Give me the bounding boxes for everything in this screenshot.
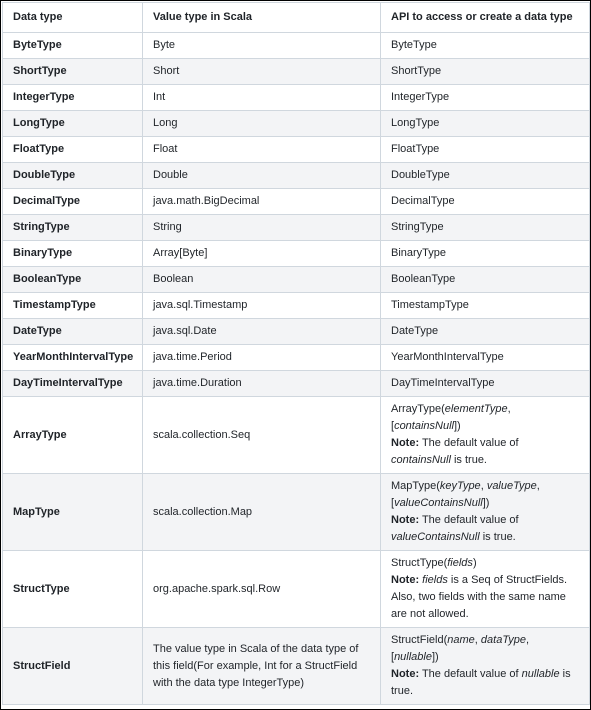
table-row <box>3 319 590 345</box>
data-type-cell: BinaryType <box>3 241 143 267</box>
value-type-cell: java.sql.Date <box>143 319 381 345</box>
value-type-cell: Array[Byte] <box>143 241 381 267</box>
value-type-cell: Boolean <box>143 267 381 293</box>
api-cell: ByteType <box>381 33 590 59</box>
data-type-cell: TimestampType <box>3 293 143 319</box>
value-type-cell: java.time.Duration <box>143 371 381 397</box>
table-row <box>3 59 590 85</box>
api-cell: DecimalType <box>381 189 590 215</box>
header-value-type: Value type in Scala <box>143 3 381 33</box>
data-type-cell: LongType <box>3 111 143 137</box>
table-row <box>3 628 590 705</box>
table-row <box>3 111 590 137</box>
api-cell: DateType <box>381 319 590 345</box>
value-type-cell: String <box>143 215 381 241</box>
value-type-cell: scala.collection.Map <box>143 474 381 551</box>
api-cell: StructType(fields) Note: fields is a Seq of StructFields. Also, two fields with the same name are not allowed. <box>381 551 590 628</box>
api-cell: StructField(name, dataType, [nullable]) Note: The default value of nullable is true. <box>381 628 590 705</box>
data-type-cell: YearMonthIntervalType <box>3 345 143 371</box>
api-cell: TimestampType <box>381 293 590 319</box>
header-data-type: Data type <box>3 3 143 33</box>
api-cell: ShortType <box>381 59 590 85</box>
api-cell: FloatType <box>381 137 590 163</box>
data-types-table <box>2 2 590 705</box>
data-type-cell: DateType <box>3 319 143 345</box>
table-row <box>3 215 590 241</box>
data-type-cell: DoubleType <box>3 163 143 189</box>
data-type-cell: ByteType <box>3 33 143 59</box>
value-type-cell: java.sql.Timestamp <box>143 293 381 319</box>
table-row <box>3 33 590 59</box>
table-row <box>3 345 590 371</box>
value-type-cell: java.time.Period <box>143 345 381 371</box>
value-type-cell: Byte <box>143 33 381 59</box>
api-cell: ArrayType(elementType, [containsNull]) Note: The default value of containsNull is true. <box>381 397 590 474</box>
table-row <box>3 397 590 474</box>
table-row <box>3 474 590 551</box>
table-row <box>3 163 590 189</box>
data-type-cell: ShortType <box>3 59 143 85</box>
api-cell: BinaryType <box>381 241 590 267</box>
api-cell: IntegerType <box>381 85 590 111</box>
api-cell: DayTimeIntervalType <box>381 371 590 397</box>
table-row <box>3 267 590 293</box>
table-row <box>3 551 590 628</box>
data-type-cell: MapType <box>3 474 143 551</box>
value-type-cell: Int <box>143 85 381 111</box>
data-type-cell: StructField <box>3 628 143 705</box>
table-row <box>3 371 590 397</box>
value-type-cell: java.math.BigDecimal <box>143 189 381 215</box>
table-header-row <box>3 3 590 33</box>
table-row <box>3 241 590 267</box>
data-type-cell: ArrayType <box>3 397 143 474</box>
api-cell: YearMonthIntervalType <box>381 345 590 371</box>
api-cell: BooleanType <box>381 267 590 293</box>
data-type-cell: BooleanType <box>3 267 143 293</box>
value-type-cell: Float <box>143 137 381 163</box>
value-type-cell: The value type in Scala of the data type of this field(For example, Int for a StructField with the data type IntegerType) <box>143 628 381 705</box>
data-type-cell: DayTimeIntervalType <box>3 371 143 397</box>
value-type-cell: Double <box>143 163 381 189</box>
table-row <box>3 293 590 319</box>
data-type-cell: StringType <box>3 215 143 241</box>
table-row <box>3 85 590 111</box>
table-row <box>3 189 590 215</box>
table-row <box>3 137 590 163</box>
api-cell: LongType <box>381 111 590 137</box>
data-type-cell: DecimalType <box>3 189 143 215</box>
api-cell: DoubleType <box>381 163 590 189</box>
header-api: API to access or create a data type <box>381 3 590 33</box>
data-type-cell: StructType <box>3 551 143 628</box>
value-type-cell: scala.collection.Seq <box>143 397 381 474</box>
data-type-cell: IntegerType <box>3 85 143 111</box>
value-type-cell: org.apache.spark.sql.Row <box>143 551 381 628</box>
value-type-cell: Short <box>143 59 381 85</box>
value-type-cell: Long <box>143 111 381 137</box>
api-cell: StringType <box>381 215 590 241</box>
api-cell: MapType(keyType, valueType, [valueContainsNull]) Note: The default value of valueContainsNull is true. <box>381 474 590 551</box>
data-type-cell: FloatType <box>3 137 143 163</box>
